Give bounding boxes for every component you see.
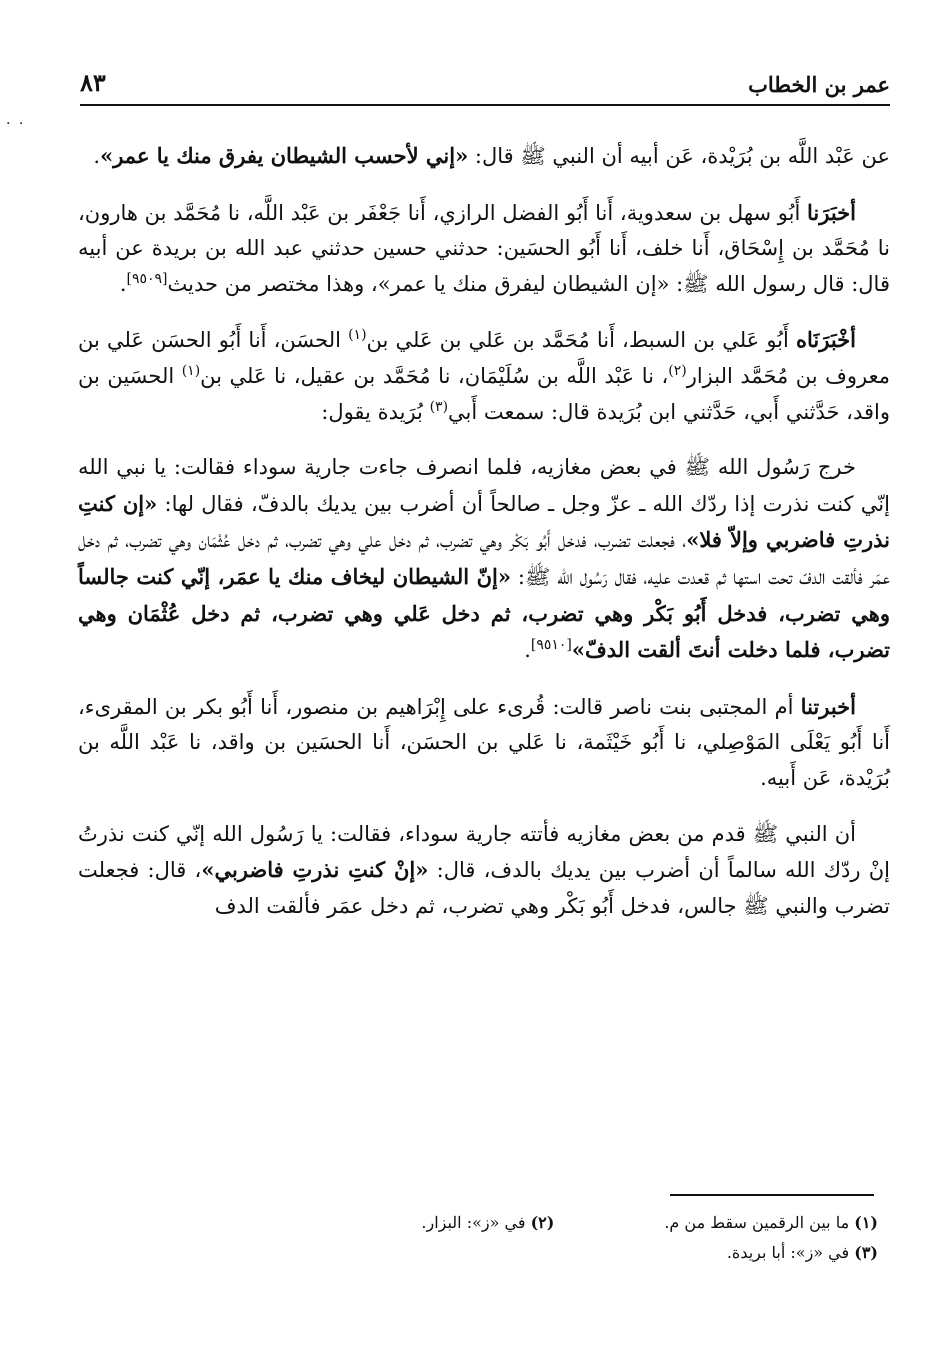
paragraph-text: خرج رَسُول الله ﷺ في بعض مغازيه، فلما انصرف جاءت جارية سوداء فقالت: يا نبي الله إنّي كنت نذرت إذا ردّك الله ـ عزّ وجل ـ صالحاً أن أضرب بين يديك بالدفّ، فقال لها: (78, 455, 890, 516)
reference-number: (١) (348, 327, 367, 344)
footnote-divider (670, 1194, 874, 1196)
page-header (80, 62, 890, 106)
emphasized-text: أخبَرَنا (807, 199, 856, 225)
paragraph-text: ، قال: فجعلت تضرب والنبي ﷺ جالس، فدخل أَبُو بَكْر وهي تضرب، ثم دخل عمَر فألقت الدف (78, 858, 890, 918)
footnote-row (300, 1208, 878, 1238)
paragraph (78, 817, 890, 925)
reference-number: (٢) (668, 362, 687, 379)
paragraph-text: . (93, 144, 101, 168)
footnote-text: في «ز»: أبا بريدة. (726, 1243, 850, 1262)
emphasized-text: أخبرتنا (800, 693, 856, 719)
footnote (664, 1208, 878, 1238)
reference-number: [٩٥٠٩] (126, 270, 168, 287)
paragraph-text: ، نا عَبْد اللَّه بن سُلَيْمَان، نا مُحَمَّد بن عقيل، نا عَلي بن (200, 363, 669, 388)
paragraph-text: بُرَيدة يقول: (321, 399, 430, 424)
emphasized-text: أخْبَرَنَاه (796, 327, 856, 353)
paragraph-text: . (119, 271, 127, 296)
emphasized-text: «إنْ كنتِ نذرتِ فاضربي» (201, 857, 429, 883)
footnote (727, 1238, 878, 1268)
paragraph-text: أم المجتبى بنت ناصر قالت: قُرىء على إِبْرَاهيم بن منصور، أَنا أَبُو بكر بن المقرىء، أَنا أَبُو يَعْلَى المَوْصِلي، نا أَبُو خَيْثَمة، نا عَلي بن الحسَن، أَنا الحسَين بن واقد، نا عَبْد اللَّه بن بُرَيْدة، عَن أَبيه. (78, 694, 890, 790)
paragraph-text: ، فجعلت تضرب، فدخل أَبُو بَكْر وهي تضرب، ثم دخل علي وهي تضرب، ثم دخل عُثْمَان وهي تضرب، ثم دخل عمَر فألقت الدفّ تحت استها ثم قعدت عليه، فقال رَسُول الله ﷺ: (78, 528, 890, 589)
paragraph-text: أن النبي ﷺ قدم من بعض مغازيه فأتته جارية سوداء، فقالت: يا رَسُول الله إنّي كنت نذرتُ إنْ ردّك الله سالماً أن أضرب بين يديك بالدف، قال: (78, 821, 890, 883)
paragraph (78, 138, 890, 175)
paragraph-text: الحسَين بن واقد، حَدَّثني أَبي، حَدَّثني ابن بُرَيدة قال: سمعت أَبي (78, 363, 890, 424)
main-text (78, 138, 890, 944)
reference-number: (٣) (429, 398, 449, 415)
running-title: عمر بن الخطاب (748, 72, 890, 97)
reference-number: (١) (181, 362, 201, 379)
emphasized-text: «إني لأحسب الشيطان يفرق منك يا عمر» (100, 143, 469, 168)
paragraph (78, 689, 890, 797)
reference-number: [٩٥١٠] (530, 637, 572, 654)
footnote-number: (٢) (530, 1213, 555, 1232)
paragraph (78, 195, 890, 303)
page-number: ٨٣ (80, 68, 106, 97)
paragraph-text: الحسَن، أَنا أَبُو الحسَن عَلي بن معروف بن مُحَمَّد البزار (78, 328, 891, 388)
footnote-text: في «ز»: البزار. (421, 1213, 526, 1232)
footnote (421, 1208, 554, 1238)
footnote-number: (١) (854, 1213, 878, 1232)
paragraph (78, 450, 890, 669)
paragraph (78, 322, 890, 430)
emphasized-text: «إن كنتِ نذرتِ فاضربي وإلاّ فلا» (78, 490, 890, 553)
paragraph-text: . (524, 638, 531, 663)
footnote-number: (٣) (854, 1243, 878, 1262)
margin-mark: . . (6, 112, 26, 128)
emphasized-text: «إنّ الشيطان ليخاف منك يا عمَر، إنّي كنت جالساً وهي تضرب، فدخل أَبُو بَكْر وهي تضرب، ثم دخل عَلي وهي تضرب، ثم دخل عُثْمَان وهي تضرب، فلما دخلت أنتَ ألقت الدفّ» (78, 563, 890, 663)
footnote-text: ما بين الرقمين سقط من م. (664, 1213, 850, 1232)
footnote-row (300, 1238, 878, 1268)
paragraph-text: أَبُو عَلي بن السبط، أَنا مُحَمَّد بن عَلي بن عَلي بن (366, 328, 796, 353)
paragraph-text: أَبُو سهل بن سعدوية، أَنا أَبُو الفضل الرازي، أَنا جَعْفَر بن عَبْد اللَّه، نا مُحَمَّد بن هارون، نا مُحَمَّد بن إِسْحَاق، أَنا خلف، أَنا أَبُو الحسَين: حدثني حسين حدثني عبد الله بن بريدة عن أبيه قال: قال رسول الله ﷺ: «إن الشيطان ليفرق منك يا عمر»، وهذا مختصر من حديث (78, 200, 890, 296)
paragraph-text: عن عَبْد اللَّه بن بُرَيْدة، عَن أبيه أن النبي ﷺ قال: (468, 144, 890, 168)
footnotes (300, 1208, 878, 1268)
